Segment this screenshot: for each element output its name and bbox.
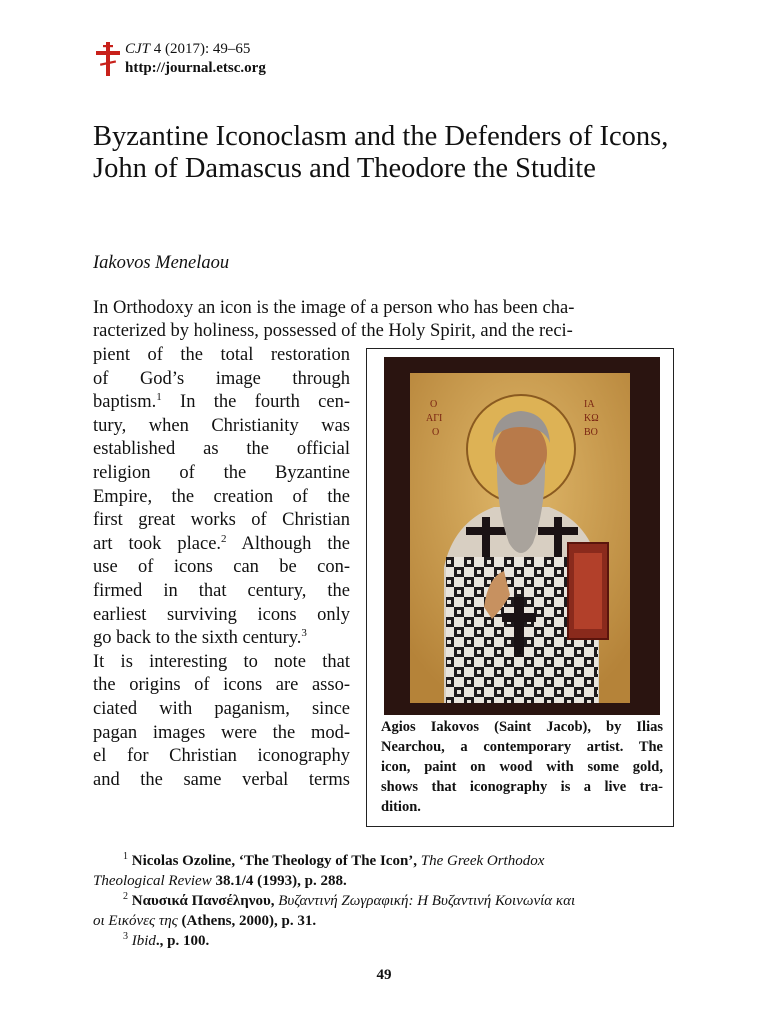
page-number: 49 bbox=[376, 967, 392, 983]
footnote-2: $^2$ Ναυσικά Πανσέληνου, Βυζαντινή Ζωγραφική: Η Βυζαντινή Κοινωνία και bbox=[123, 891, 576, 909]
footnote-ref-1[interactable]: 1 bbox=[156, 391, 162, 404]
footnote-1: $^1$ Nicolas Ozoline, ‘The Theology of The Icon’, The Greek Orthodox bbox=[123, 851, 545, 869]
body-line: pient of the total restoration bbox=[93, 345, 350, 365]
body-line: racterized by holiness, possessed of the Holy Spirit, and the reci- bbox=[93, 321, 573, 341]
footnote-1-cont: Theological Review 38.1/4 (1993), p. 288. bbox=[93, 873, 347, 889]
body-line: of God’s image through bbox=[93, 368, 350, 389]
footnote-3: $^3$ Ibid., p. 100. bbox=[123, 931, 210, 949]
footnote-2-cont: οι Εικόνες της (Athens, 2000), p. 31. bbox=[93, 913, 317, 929]
figure-caption: Agios Iakovos (Saint Jacob), by Ilias Nearchou, a contemporary artist. The icon, paint on wood with some gold, shows that iconography is a live tra- dition. bbox=[381, 719, 663, 815]
body-line: pagan images were the mod- bbox=[93, 722, 350, 743]
article-title: Byzantine Iconoclasm and the Defenders of Icons, John of Damascus and Theodore the Studite bbox=[93, 121, 669, 184]
body-line: el for Christian iconography bbox=[93, 746, 350, 767]
body-line: the origins of icons are asso- bbox=[93, 675, 350, 696]
icon-inscription-right: ΙΑ ΚΩ ΒΟ bbox=[584, 399, 599, 438]
body-line: In Orthodoxy an icon is the image of a person who has been cha- bbox=[93, 298, 575, 318]
journal-citation: CJT 4 (2017): 49–65 bbox=[125, 41, 251, 57]
cross-logo-icon bbox=[95, 42, 121, 76]
article-author: Iakovos Menelaou bbox=[93, 253, 230, 273]
body-line: and the same verbal terms bbox=[93, 769, 350, 790]
icon-inscription-left: Ο ΑΓΙ Ο bbox=[426, 399, 443, 438]
body-line: religion of the Byzantine bbox=[93, 462, 350, 483]
body-line: ciated with paganism, since bbox=[93, 698, 350, 719]
body-column bbox=[93, 344, 350, 792]
body-line: earliest surviving icons only bbox=[93, 604, 350, 625]
journal-header bbox=[95, 40, 395, 80]
body-line: It is interesting to note that bbox=[93, 651, 350, 672]
body-line: established as the official bbox=[93, 439, 350, 460]
body-line: baptism.$^1$ In the fourth cen- bbox=[93, 391, 351, 413]
body-line: art took place.$^2$ Although the bbox=[93, 532, 350, 554]
footnote-ref-2[interactable]: 2 bbox=[221, 532, 227, 545]
body-line: first great works of Christian bbox=[93, 510, 350, 531]
body-line: firmed in that century, the bbox=[93, 580, 350, 601]
body-line: Empire, the creation of the bbox=[93, 486, 350, 507]
body-line: use of icons can be con- bbox=[93, 557, 350, 578]
journal-url-link[interactable]: http://journal.etsc.org bbox=[125, 60, 266, 76]
body-line: tury, when Christianity was bbox=[93, 415, 350, 436]
saint-icon-image bbox=[384, 357, 660, 715]
footnote-ref-3[interactable]: 3 bbox=[301, 627, 307, 640]
body-line: go back to the sixth century.$^3$ bbox=[93, 627, 307, 649]
